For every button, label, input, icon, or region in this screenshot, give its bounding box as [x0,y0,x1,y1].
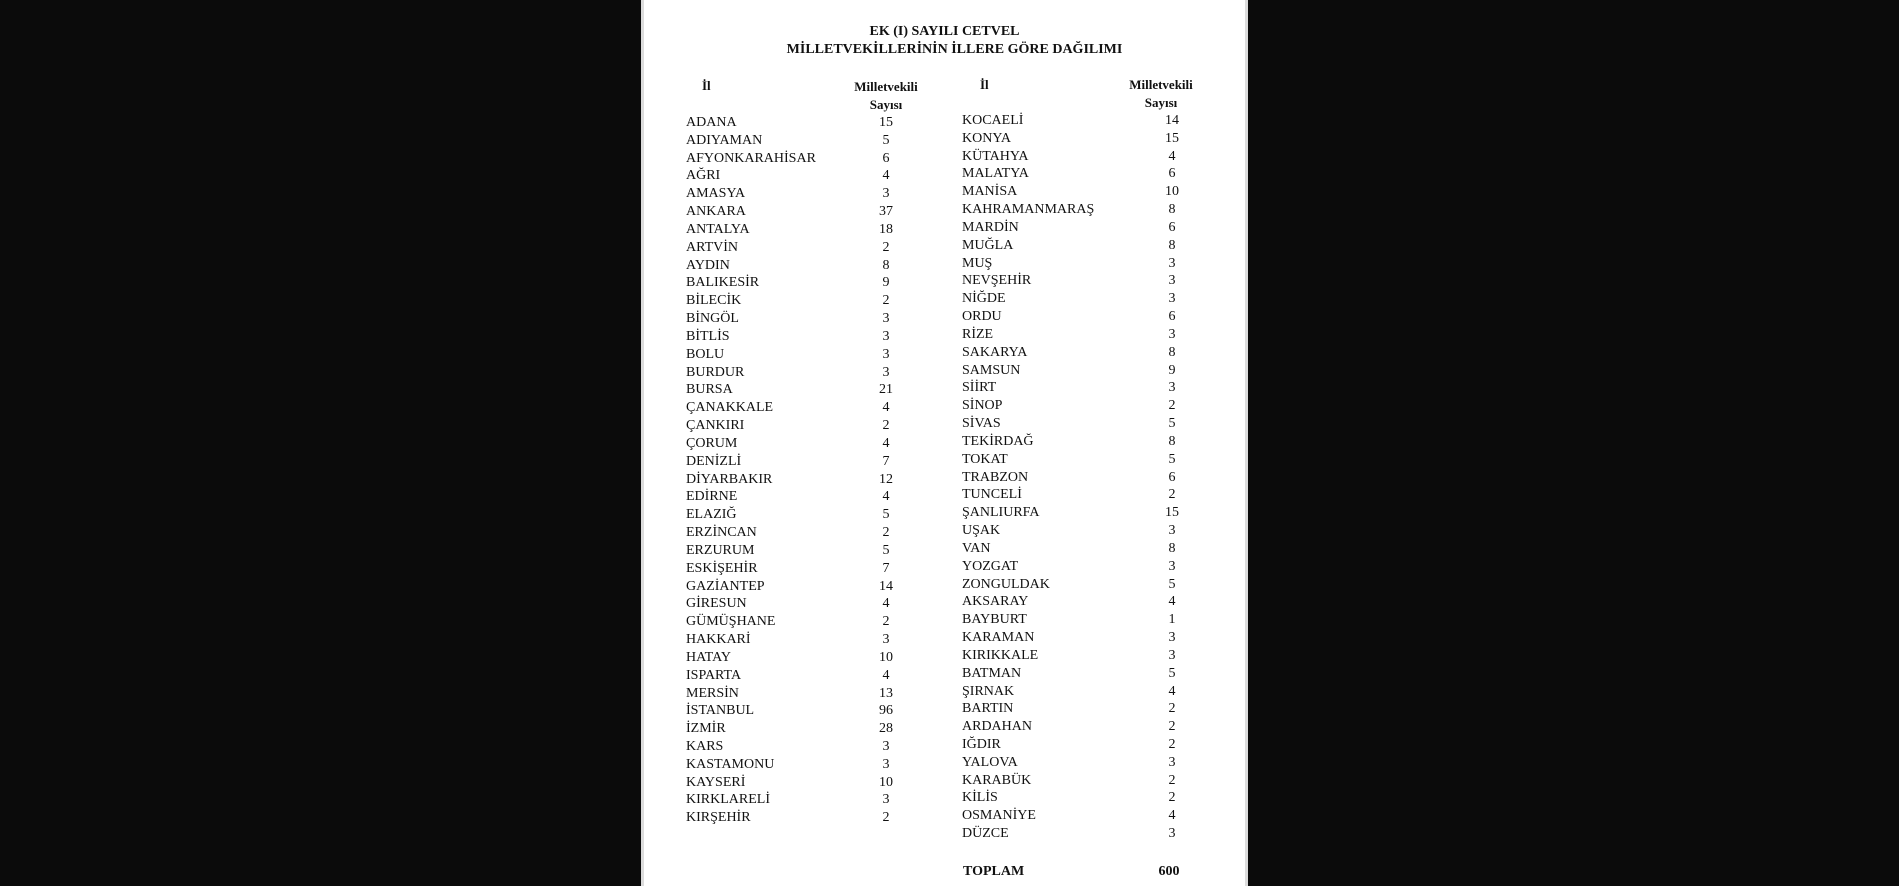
deputy-count: 9 [882,275,890,291]
province-row [686,274,916,292]
province-name: TEKİRDAĞ [962,433,1034,449]
province-row [962,451,1202,469]
province-name: ESKİŞEHİR [686,560,758,576]
province-row [686,221,916,239]
province-name: DENİZLİ [686,453,742,469]
province-name: BURSA [686,382,733,398]
deputy-count: 3 [882,792,890,808]
province-name: KIRKLARELİ [686,792,770,808]
deputy-count: 3 [882,756,890,772]
province-name: BİNGÖL [686,311,739,327]
deputy-count: 8 [1168,202,1176,218]
province-name: HATAY [686,649,732,665]
province-name: ARDAHAN [962,719,1032,735]
province-name: KIRŞEHİR [686,810,751,826]
province-name: KARAMAN [962,630,1035,646]
province-row [686,488,916,506]
province-row [962,148,1202,166]
deputy-count: 96 [879,703,893,719]
deputy-count: 5 [1168,416,1176,432]
deputy-count: 2 [882,293,890,309]
province-name: KONYA [962,130,1011,146]
province-name: İSTANBUL [686,703,755,719]
deputy-count: 3 [882,738,890,754]
deputy-count: 2 [882,614,890,630]
province-row [686,685,916,703]
province-name: RİZE [962,326,994,342]
province-name: EDİRNE [686,489,738,505]
province-name: SAMSUN [962,362,1021,378]
province-row [686,132,916,150]
province-row [962,772,1202,790]
document-title: EK (I) SAYILI CETVEL [869,24,1020,39]
province-row [962,433,1202,451]
province-name: BARTIN [962,701,1014,717]
province-row [686,150,916,168]
province-row [686,560,916,578]
deputy-count: 3 [882,346,890,362]
province-row [962,344,1202,362]
province-name: ADIYAMAN [686,132,763,148]
deputy-count: 15 [1165,130,1179,146]
province-row [962,736,1202,754]
left-header-count-line2: Sayısı [869,97,903,112]
province-row [962,683,1202,701]
province-row [686,381,916,399]
deputy-count: 4 [1168,683,1176,699]
province-row [686,791,916,809]
deputy-count: 3 [1168,754,1176,770]
province-name: AYDIN [686,257,730,273]
province-row [686,471,916,489]
province-name: IĞDIR [962,736,1001,752]
deputy-count: 1 [1168,612,1176,628]
province-name: ÇORUM [686,435,738,451]
province-name: UŞAK [962,523,1001,539]
province-name: ÇANAKKALE [686,400,774,416]
province-name: SAKARYA [962,344,1028,360]
province-row [962,647,1202,665]
deputy-count: 37 [879,204,893,220]
deputy-count: 2 [882,418,890,434]
province-name: MALATYA [962,166,1029,182]
province-row [962,201,1202,219]
province-row [962,593,1202,611]
document-subtitle: MİLLETVEKİLLERİNİN İLLERE GÖRE DAĞILIMI [786,42,1123,57]
province-name: ELAZIĞ [686,507,737,523]
province-row [962,469,1202,487]
province-name: VAN [962,540,991,556]
deputy-count: 2 [1168,487,1176,503]
province-row [962,825,1202,843]
province-row [686,506,916,524]
province-name: BİTLİS [686,328,730,344]
province-name: NİĞDE [962,291,1006,307]
province-name: YALOVA [962,754,1018,770]
province-row [962,112,1202,130]
deputy-count: 3 [882,632,890,648]
province-row [962,789,1202,807]
deputy-count: 2 [1168,398,1176,414]
deputy-count: 4 [1168,594,1176,610]
province-row [962,576,1202,594]
province-row [962,379,1202,397]
province-name: SİİRT [962,380,997,396]
province-row [686,399,916,417]
province-row [686,667,916,685]
province-row [962,700,1202,718]
deputy-count: 2 [882,810,890,826]
deputy-count: 3 [1168,273,1176,289]
deputy-count: 4 [1168,148,1176,164]
province-row [962,415,1202,433]
deputy-count: 5 [882,132,890,148]
deputy-count: 14 [1165,113,1179,128]
deputy-count: 14 [879,578,893,594]
deputy-count: 10 [879,649,893,665]
deputy-count: 2 [1168,701,1176,717]
deputy-count: 15 [1165,505,1179,521]
province-row [686,542,916,560]
deputy-count: 3 [1168,380,1176,396]
province-row [686,631,916,649]
deputy-count: 7 [882,560,890,576]
province-row [962,611,1202,629]
province-row [686,346,916,364]
province-row [962,558,1202,576]
province-name: BURDUR [686,364,745,380]
deputy-count: 3 [882,311,890,327]
deputy-count: 3 [882,328,890,344]
left-header-province: İl [702,78,711,93]
deputy-count: 13 [879,685,893,701]
province-row [686,114,916,132]
province-row [962,237,1202,255]
province-row [962,522,1202,540]
province-row [686,417,916,435]
province-row [962,308,1202,326]
province-name: BALIKESİR [686,275,760,291]
province-name: YOZGAT [962,558,1018,574]
province-row [962,397,1202,415]
deputy-count: 3 [882,364,890,380]
deputy-count: 10 [1165,184,1179,200]
province-name: ŞIRNAK [962,683,1015,699]
province-name: MANİSA [962,184,1018,200]
province-row [686,292,916,310]
province-name: AMASYA [686,186,746,202]
province-row [686,257,916,275]
deputy-count: 3 [1168,326,1176,342]
province-name: ERZURUM [686,542,755,558]
province-name: ISPARTA [686,667,742,683]
deputy-count: 6 [1168,166,1176,182]
province-row [962,290,1202,308]
province-name: TUNCELİ [962,487,1022,503]
deputy-count: 3 [1168,647,1176,663]
province-name: OSMANİYE [962,808,1036,824]
province-row [686,453,916,471]
province-row [962,326,1202,344]
total-value: 600 [1158,864,1180,879]
province-name: GAZİANTEP [686,578,765,594]
province-row [962,807,1202,825]
province-name: SİNOP [962,398,1003,414]
province-row [962,718,1202,736]
document-page [641,0,1248,886]
deputy-count: 4 [882,667,890,683]
province-name: ZONGULDAK [962,576,1050,592]
deputy-count: 5 [882,542,890,558]
province-row [962,165,1202,183]
deputy-count: 2 [1168,719,1176,735]
province-name: KASTAMONU [686,756,775,772]
province-name: KİLİS [962,790,998,806]
right-header-count-line1: Milletvekili [1129,77,1193,92]
province-row [686,649,916,667]
province-name: KÜTAHYA [962,148,1029,164]
deputy-count: 15 [879,115,893,130]
province-row [962,504,1202,522]
province-name: BİLECİK [686,293,742,309]
province-name: BATMAN [962,665,1022,681]
left-header-count-line1: Milletvekili [854,79,918,94]
province-row [962,362,1202,380]
deputy-count: 5 [882,507,890,523]
province-row [686,239,916,257]
province-name: ORDU [962,309,1002,325]
province-name: ŞANLIURFA [962,505,1040,521]
province-name: TRABZON [962,469,1029,485]
deputy-count: 3 [1168,630,1176,646]
province-name: GÜMÜŞHANE [686,614,776,630]
province-name: ERZİNCAN [686,525,757,541]
province-row [686,774,916,792]
deputy-count: 8 [1168,540,1176,556]
deputy-count: 3 [1168,255,1176,271]
province-row [962,754,1202,772]
deputy-count: 12 [879,471,893,487]
province-row [686,328,916,346]
province-row [686,435,916,453]
province-name: MERSİN [686,685,739,701]
province-row [962,540,1202,558]
province-name: MUŞ [962,255,993,271]
province-row [686,595,916,613]
deputy-count: 4 [882,400,890,416]
province-name: BOLU [686,346,725,362]
province-name: KOCAELİ [962,113,1024,128]
province-row [962,183,1202,201]
deputy-count: 7 [882,453,890,469]
deputy-count: 2 [882,525,890,541]
province-name: AKSARAY [962,594,1029,610]
deputy-count: 4 [882,489,890,505]
deputy-count: 3 [1168,523,1176,539]
province-name: KARABÜK [962,772,1032,788]
deputy-count: 2 [1168,736,1176,752]
right-province-list [962,112,1202,843]
province-name: İZMİR [686,721,726,737]
province-name: HAKKARİ [686,632,751,648]
province-name: MUĞLA [962,237,1014,253]
province-row [686,702,916,720]
province-row [962,130,1202,148]
deputy-count: 3 [882,186,890,202]
province-row [686,756,916,774]
province-name: KIRIKKALE [962,647,1039,663]
deputy-count: 9 [1168,362,1176,378]
province-row [686,720,916,738]
deputy-count: 4 [882,435,890,451]
deputy-count: 2 [882,239,890,255]
province-row [962,272,1202,290]
deputy-count: 6 [1168,469,1176,485]
province-row [686,364,916,382]
province-name: AFYONKARAHİSAR [686,150,816,166]
province-name: DİYARBAKIR [686,471,773,487]
province-name: KAYSERİ [686,774,746,790]
province-name: BAYBURT [962,612,1027,628]
province-row [962,486,1202,504]
province-row [686,578,916,596]
province-name: ANKARA [686,204,746,220]
deputy-count: 6 [1168,219,1176,235]
province-row [686,185,916,203]
deputy-count: 5 [1168,665,1176,681]
right-header-province: İl [980,77,989,92]
province-row [686,613,916,631]
province-row [686,738,916,756]
deputy-count: 8 [1168,344,1176,360]
province-row [962,255,1202,273]
province-name: NEVŞEHİR [962,273,1032,289]
deputy-count: 6 [1168,309,1176,325]
deputy-count: 28 [879,721,893,737]
province-row [686,310,916,328]
deputy-count: 10 [879,774,893,790]
right-header-count-line2: Sayısı [1144,95,1178,110]
province-name: AĞRI [686,168,721,184]
deputy-count: 21 [879,382,893,398]
province-name: ARTVİN [686,239,739,255]
province-name: KARS [686,738,724,754]
province-row [962,219,1202,237]
province-row [686,809,916,827]
deputy-count: 4 [882,168,890,184]
deputy-count: 3 [1168,826,1176,842]
deputy-count: 8 [882,257,890,273]
deputy-count: 2 [1168,790,1176,806]
deputy-count: 4 [882,596,890,612]
deputy-count: 3 [1168,558,1176,574]
province-name: SİVAS [962,416,1001,432]
deputy-count: 8 [1168,433,1176,449]
deputy-count: 6 [882,150,890,166]
province-name: ADANA [686,115,737,130]
province-name: ÇANKIRI [686,418,745,434]
deputy-count: 18 [879,221,893,237]
province-name: MARDİN [962,219,1019,235]
deputy-count: 8 [1168,237,1176,253]
province-name: TOKAT [962,451,1008,467]
province-name: ANTALYA [686,221,750,237]
deputy-count: 4 [1168,808,1176,824]
province-row [962,665,1202,683]
deputy-count: 5 [1168,451,1176,467]
province-row [686,167,916,185]
total-label: TOPLAM [963,864,1025,879]
deputy-count: 2 [1168,772,1176,788]
deputy-count: 3 [1168,291,1176,307]
deputy-count: 5 [1168,576,1176,592]
province-row [686,203,916,221]
left-province-list [686,114,916,827]
province-name: KAHRAMANMARAŞ [962,202,1095,218]
province-row [962,629,1202,647]
province-name: GİRESUN [686,596,747,612]
province-row [686,524,916,542]
province-name: DÜZCE [962,826,1009,842]
